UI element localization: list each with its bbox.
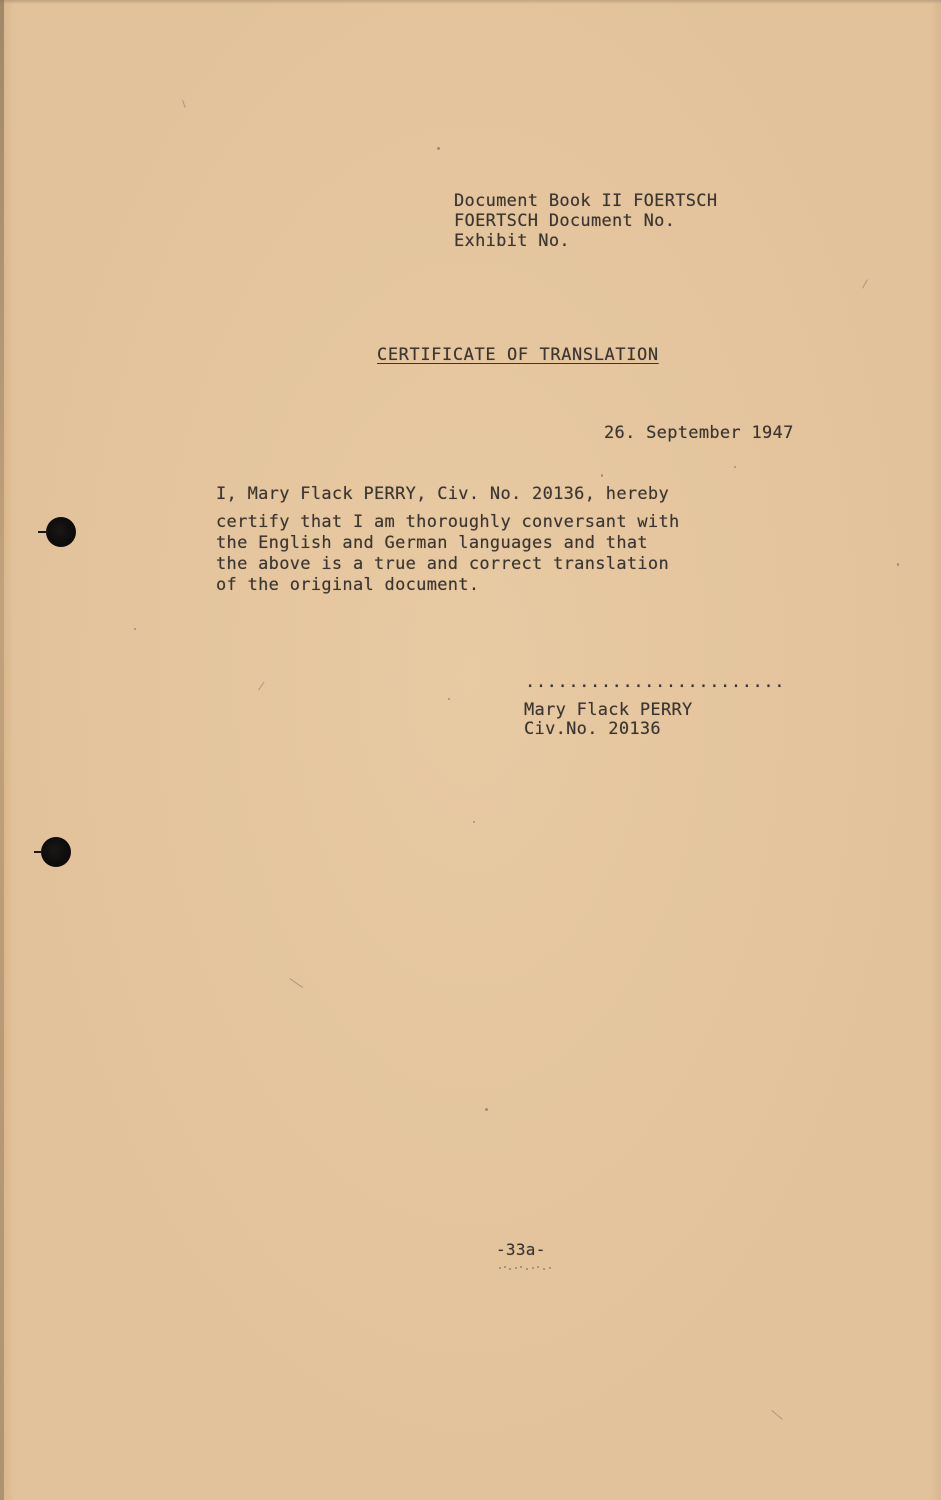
signatory-name: Mary Flack PERRY <box>524 700 693 720</box>
faint-stamp-mark <box>497 1264 555 1272</box>
punch-hole-mark <box>38 531 48 533</box>
paper-speck <box>485 1108 488 1111</box>
punch-hole-bottom <box>41 837 71 867</box>
paper-scratch <box>182 100 186 108</box>
signatory-civ-number: Civ.No. 20136 <box>524 719 661 739</box>
punch-hole-top <box>46 517 76 547</box>
certificate-body-line: I, Mary Flack PERRY, Civ. No. 20136, hereby <box>216 484 669 504</box>
paper-scratch <box>771 1410 782 1420</box>
paper-speck <box>734 466 736 468</box>
document-book-line: Document Book II FOERTSCH <box>454 191 718 211</box>
paper-speck <box>448 698 450 700</box>
paper-speck <box>601 474 603 477</box>
certificate-title: CERTIFICATE OF TRANSLATION <box>377 345 659 365</box>
certificate-body-line: the English and German languages and that <box>216 533 648 553</box>
exhibit-number-line: Exhibit No. <box>454 231 570 251</box>
punch-hole-mark <box>34 851 43 853</box>
paper-scratch <box>258 682 265 691</box>
page-number: -33a- <box>496 1240 546 1259</box>
paper-scratch <box>862 279 868 288</box>
paper-speck <box>473 821 475 823</box>
certificate-body-line: the above is a true and correct translation <box>216 554 669 574</box>
signature-line: ........................ <box>525 672 786 692</box>
certificate-body-line: certify that I am thoroughly conversant with <box>216 512 680 532</box>
paper-speck <box>437 147 440 150</box>
certificate-date: 26. September 1947 <box>604 423 794 443</box>
document-number-line: FOERTSCH Document No. <box>454 211 676 231</box>
paper-scratch <box>289 978 303 988</box>
certificate-body-line: of the original document. <box>216 575 480 595</box>
paper-speck <box>134 628 136 630</box>
page-left-edge <box>0 0 4 1500</box>
paper-speck <box>897 563 899 566</box>
